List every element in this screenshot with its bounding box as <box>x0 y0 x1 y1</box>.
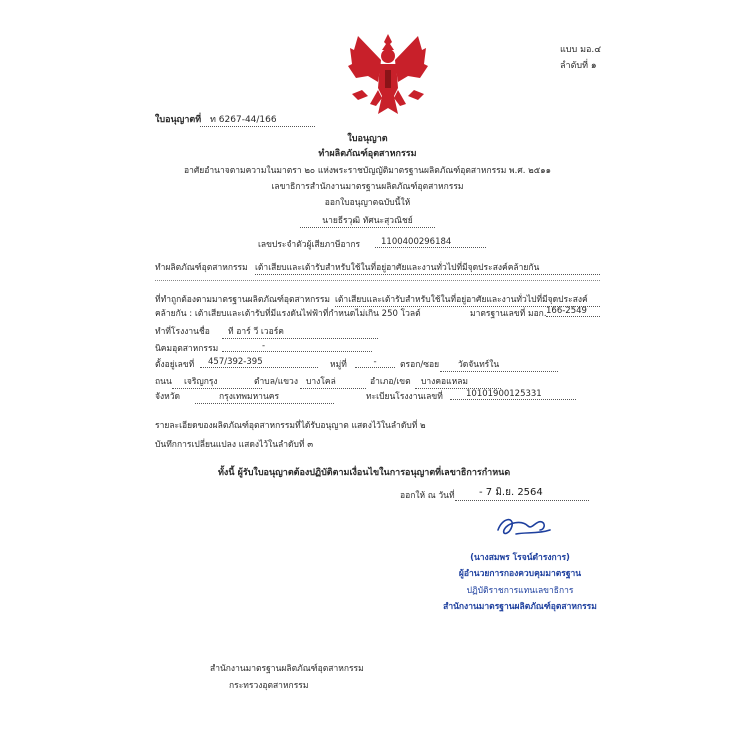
tax-id-label: เลขประจำตัวผู้เสียภาษีอากร <box>258 240 361 250</box>
district-label: อำเภอ/เขต <box>370 377 411 387</box>
standard-value2: คล้ายกัน : เต้าเสียบและเต้ารับที่มีแรงดันไฟฟ้าที่กำหนดไม่เกิน 250 โวลต์ <box>155 309 421 319</box>
signatory-position2: ปฏิบัติราชการแทนเลขาธิการ <box>466 586 574 596</box>
doc-subtitle: ทำผลิตภัณฑ์อุตสาหกรรม <box>318 149 417 159</box>
license-no-value: ท 6267-44/166 <box>200 112 315 127</box>
factory-name-value: ที อาร์ วี เวอร์ค <box>222 324 378 339</box>
sequence-number: ลำดับที่ ๑ <box>560 61 597 71</box>
garuda-emblem <box>348 30 428 116</box>
subdistrict-label: ตำบล/แขวง <box>254 377 298 387</box>
changes-note: บันทึกการเปลี่ยนแปลง แสดงไว้ในลำดับที่ ๓ <box>155 440 314 450</box>
factory-name-label: ทำที่โรงงานชื่อ <box>155 327 210 337</box>
moo-label: หมู่ที่ <box>330 360 347 370</box>
signatory-name: (นางสมพร โรจน์ดำรงการ) <box>470 553 570 563</box>
address-value: 457/392-395 <box>200 357 318 368</box>
license-no-label: ใบอนุญาตที่ <box>155 115 202 125</box>
soi-label: ตรอก/ซอย <box>400 360 440 370</box>
preamble-line1: อาศัยอำนาจตามความในมาตรา ๒๐ แห่งพระราชบัญญัติมาตรฐานผลิตภัณฑ์อุตสาหกรรม พ.ศ. ๒๕๑๑ <box>184 166 551 176</box>
address-label: ตั้งอยู่เลขที่ <box>155 360 195 370</box>
product-value: เต้าเสียบและเต้ารับสำหรับใช้ในที่อยู่อาศัยและงานทั่วไปที่มีจุดประสงค์คล้ายกัน <box>255 260 600 275</box>
signature <box>492 508 554 544</box>
road-label: ถนน <box>155 377 172 387</box>
tax-id-value: 1100400296184 <box>375 237 486 248</box>
std-no-value: 166-2549 <box>546 306 600 317</box>
factory-reg-label: ทะเบียนโรงงานเลขที่ <box>366 392 443 402</box>
details-note: รายละเอียดของผลิตภัณฑ์อุตสาหกรรมที่ได้รับอนุญาต แสดงไว้ในลำดับที่ ๒ <box>155 421 426 431</box>
preamble-line2: เลขาธิการสำนักงานมาตรฐานผลิตภัณฑ์อุตสาหกรรม <box>271 182 464 192</box>
product-label: ทำผลิตภัณฑ์อุตสาหกรรม <box>155 263 248 273</box>
condition-text: ทั้งนี้ ผู้รับใบอนุญาตต้องปฏิบัติตามเงื่อนไขในการอนุญาตที่เลขาธิการกำหนด <box>218 468 511 478</box>
std-no-label: มาตรฐานเลขที่ มอก. <box>470 309 547 319</box>
product-rule <box>155 280 600 281</box>
preamble-line3: ออกใบอนุญาตฉบับนี้ให้ <box>324 198 411 208</box>
footer-ministry: กระทรวงอุตสาหกรรม <box>229 681 309 691</box>
signatory-position1: ผู้อำนวยการกองควบคุมมาตรฐาน <box>458 569 582 579</box>
subdistrict-value: บางโคล่ <box>300 374 366 389</box>
issued-value: - 7 มิ.ย. 2564 <box>455 485 589 501</box>
estate-value: - <box>222 341 372 352</box>
doc-title: ใบอนุญาต <box>347 134 388 144</box>
moo-value: - <box>355 357 395 368</box>
signatory-position3: สำนักงานมาตรฐานผลิตภัณฑ์อุตสาหกรรม <box>443 602 597 612</box>
province-label: จังหวัด <box>155 392 181 402</box>
road-value: เจริญกรุง <box>172 374 262 389</box>
estate-label: นิคมอุตสาหกรรม <box>155 344 219 354</box>
district-value: บางคอแหลม <box>415 374 501 389</box>
province-value: กรุงเทพมหานคร <box>195 389 334 404</box>
standard-value1: เต้าเสียบและเต้ารับสำหรับใช้ในที่อยู่อาศัยและงานทั่วไปที่มีจุดประสงค์ <box>335 292 600 307</box>
soi-value: วัดจันทร์ใน <box>440 357 558 372</box>
factory-reg-value: 10101900125331 <box>450 389 576 400</box>
standard-label: ที่ทำถูกต้องตามมาตรฐานผลิตภัณฑ์อุตสาหกรรม <box>155 295 331 305</box>
licensee-name: นายธีรวุฒิ ทัศนะสุวณิชย์ <box>300 213 435 228</box>
form-number: แบบ มอ.๔ <box>560 45 602 55</box>
footer-office: สำนักงานมาตรฐานผลิตภัณฑ์อุตสาหกรรม <box>210 664 364 674</box>
issued-label: ออกให้ ณ วันที่ <box>400 491 455 501</box>
